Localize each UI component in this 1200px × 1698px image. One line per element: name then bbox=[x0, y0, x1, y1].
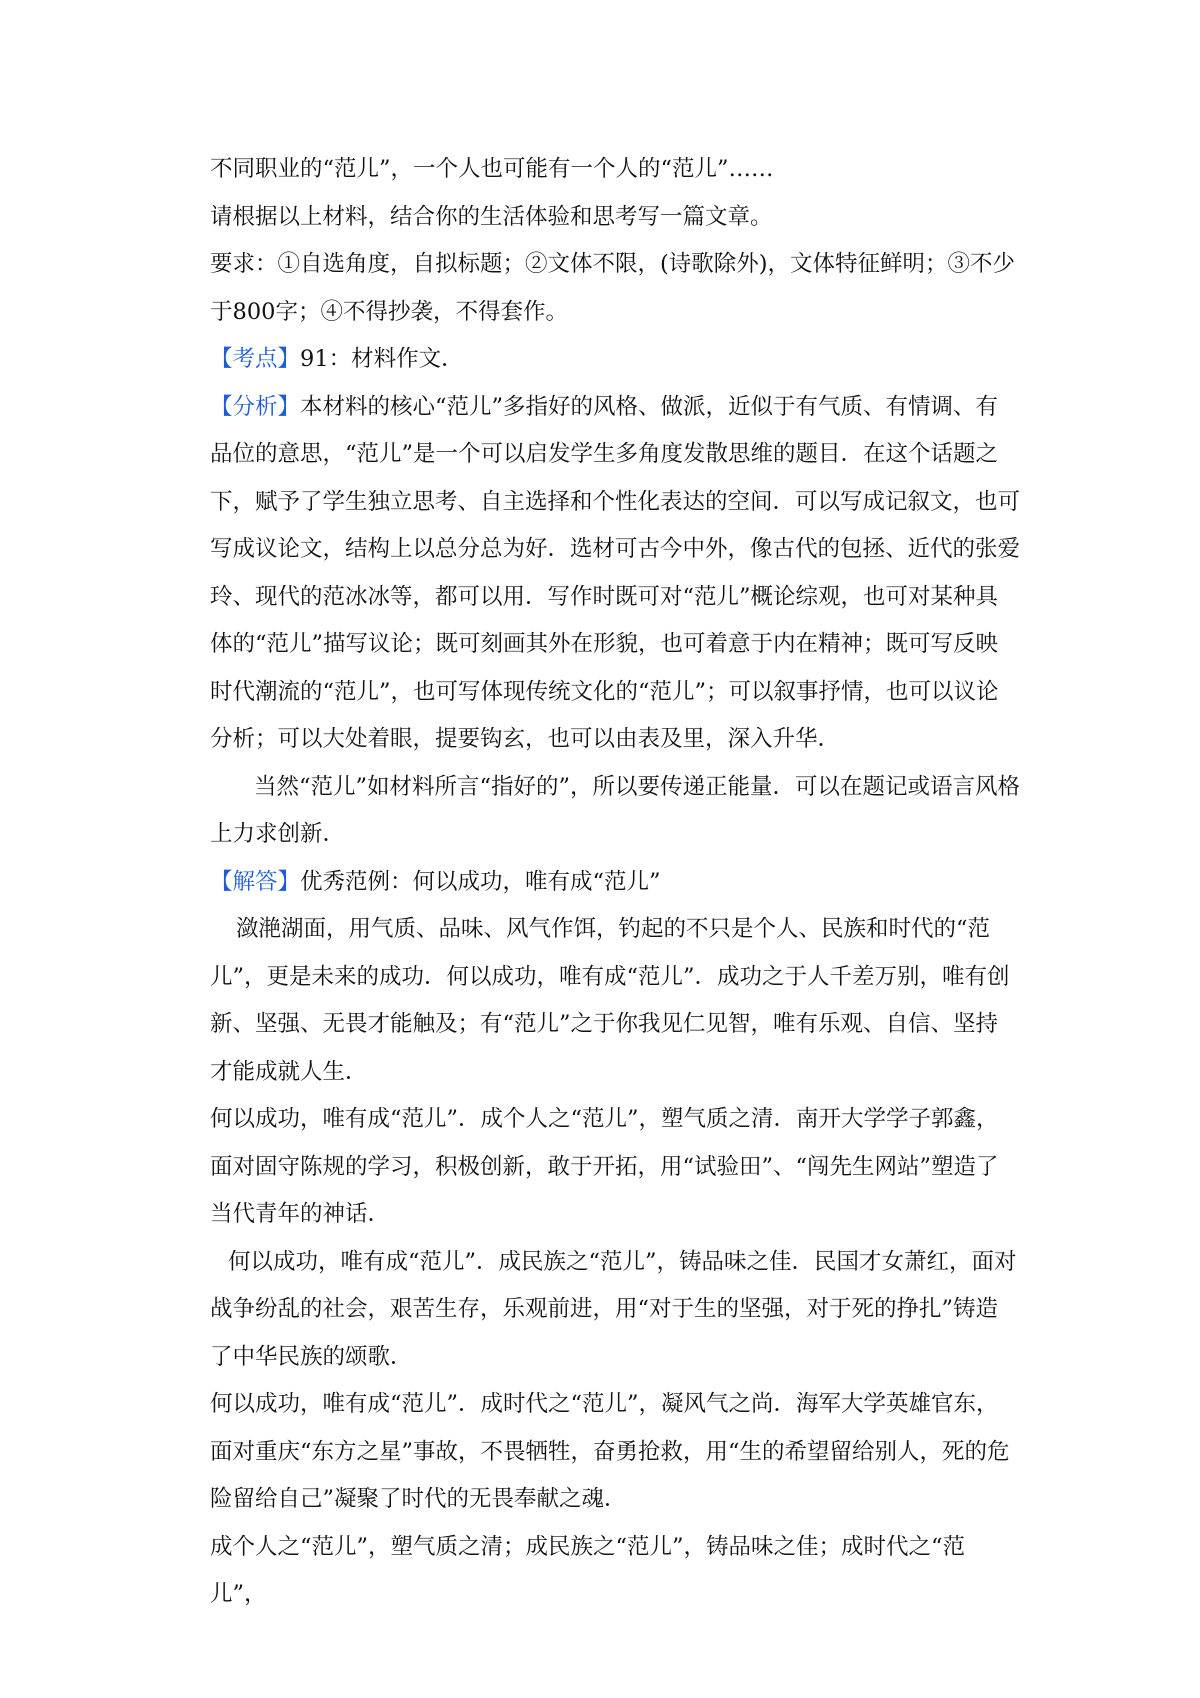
essay-paragraph-5: 成个人之“范儿”，塑气质之清；成民族之“范儿”，铸品味之佳；成时代之“范儿”， bbox=[210, 1533, 966, 1607]
prompt-line: 请根据以上材料，结合你的生活体验和思考写一篇文章。 bbox=[210, 203, 773, 230]
material-end-line: 不同职业的“范儿”，一个人也可能有一个人的“范儿”…… bbox=[210, 156, 774, 182]
essay-paragraph-1: 潋滟湖面，用气质、品味、风气作饵，钓起的不只是个人、民族和时代的“范儿”，更是未来的成功．何以成功，唯有成“范儿”．成功之于人千差万别，唯有创新、坚强、无畏才能触及；有“范儿”之于你我见仁见智，唯有乐观、自信、坚持才能成就人生． bbox=[210, 916, 1010, 1085]
kaodian-paragraph bbox=[210, 336, 1020, 384]
fenxi-paragraph-2: 当然“范儿”如材料所言“指好的”，所以要传递正能量．可以在题记或语言风格上力求创新． bbox=[210, 773, 1021, 847]
jieda-tag: 【解答】 bbox=[210, 868, 301, 895]
kaodian-tag: 【考点】 bbox=[210, 346, 301, 372]
kaodian-text: 91：材料作文． bbox=[300, 346, 464, 372]
jieda-paragraph bbox=[210, 859, 1020, 907]
jieda-text: 优秀范例：何以成功，唯有成“范儿” bbox=[300, 868, 661, 895]
fenxi-paragraph bbox=[210, 384, 1020, 764]
document-body bbox=[210, 146, 1020, 1619]
fenxi-text: 本材料的核心“范儿”多指好的风格、做派，近似于有气质、有情调、有品位的意思，“范儿”是一个可以启发学生多角度发散思维的题目．在这个话题之下，赋予了学生独立思考、自主选择和个性化表达的空间．可以写成记叙文，也可写成议论文，结构上以总分总为好．选材可古今中外，像古代的包拯、近代的张爱玲、现代的范冰冰等，都可以用．写作时既可对“范儿”概论综观，也可对某种具体的“范儿”描写议论；既可刻画其外在形貌，也可着意于内在精神；既可写反映时代潮流的“范儿”，也可写体现传统文化的“范儿”；可以叙事抒情，也可以议论分析；可以大处着眼，提要钩玄，也可以由表及里，深入升华． bbox=[210, 393, 1021, 752]
essay-paragraph-3: 何以成功，唯有成“范儿”．成民族之“范儿”，铸品味之佳．民国才女萧红，面对战争纷乱的社会，艰苦生存，乐观前进，用“对于生的坚强，对于死的挣扎”铸造了中华民族的颂歌． bbox=[210, 1248, 1017, 1370]
fenxi-tag: 【分析】 bbox=[210, 393, 301, 420]
essay-paragraph-4: 何以成功，唯有成“范儿”．成时代之“范儿”，凝风气之尚．海军大学英雄官东，面对重庆“东方之星”事故，不畏牺牲，奋勇抢救，用“生的希望留给别人，死的危险留给自己”凝聚了时代的无畏奉献之魂． bbox=[210, 1391, 1010, 1512]
essay-paragraph-2: 何以成功，唯有成“范儿”．成个人之“范儿”，塑气质之清．南开大学学子郭鑫，面对固守陈规的学习，积极创新，敢于开拓，用“试验田”、“闯先生网站”塑造了当代青年的神话． bbox=[210, 1106, 999, 1227]
requirements-paragraph: 要求：①自选角度，自拟标题；②文体不限，(诗歌除外)，文体特征鲜明；③不少于800字；④不得抄袭，不得套作。 bbox=[210, 251, 1016, 325]
